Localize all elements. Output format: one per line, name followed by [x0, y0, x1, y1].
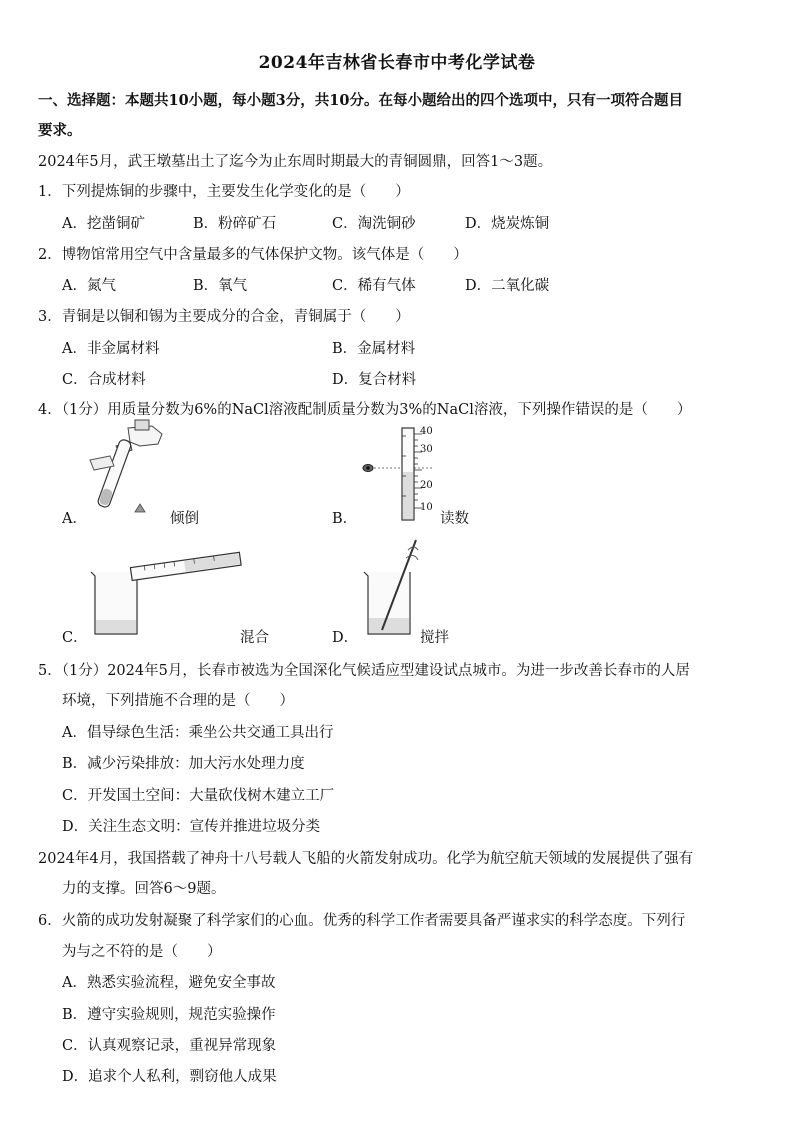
question-2-option-c: C．稀有气体	[332, 278, 416, 294]
question-2-option-d: D．二氧化碳	[465, 278, 550, 294]
question-1-option-a: A．挖凿铜矿	[62, 216, 145, 232]
question-1-option-d: D．烧炭炼铜	[465, 216, 550, 232]
question-6-option-a: A．熟悉实验流程，避免安全事故	[62, 975, 276, 991]
figure-b-letter: B．	[332, 511, 358, 527]
question-5-option-d: D．关注生态文明：宣传并推进垃圾分类	[62, 819, 321, 835]
figure-d-caption: 搅拌	[420, 630, 449, 646]
figure-d-letter: D．	[332, 630, 359, 646]
figure-c-letter: C．	[62, 630, 88, 646]
question-3-stem: 3．青铜是以铜和锡为主要成分的合金，青铜属于（ ）	[38, 309, 410, 325]
context-paragraph-2-line2: 力的支撑。回答6～9题。	[62, 881, 226, 897]
cylinder-tick-20: 20	[420, 480, 433, 491]
question-3-option-d: D．复合材料	[332, 372, 417, 388]
context-paragraph-1: 2024年5月，武王墩墓出土了迄今为止东周时期最大的青铜圆鼎，回答1～3题。	[38, 154, 553, 170]
figure-a-pouring-illustration	[80, 420, 180, 520]
context-paragraph-2-line1: 2024年4月，我国搭载了神舟十八号载人飞船的火箭发射成功。化学为航空航天领域的发展提供了强有	[38, 851, 694, 867]
question-5-stem-line2: 环境，下列措施不合理的是（ ）	[62, 693, 294, 709]
question-2-stem: 2．博物馆常用空气中含量最多的气体保护文物。该气体是（ ）	[38, 247, 468, 263]
figure-a-letter: A．	[62, 511, 87, 527]
exam-title: 2024年吉林省长春市中考化学试卷	[258, 53, 536, 73]
cylinder-tick-40: 40	[420, 426, 433, 437]
question-5-stem-line1: 5．（1分）2024年5月，长春市被选为全国深化气候适应型建设试点城市。为进一步改善长春市的人居	[38, 663, 690, 679]
question-5-option-a: A．倡导绿色生活：乘坐公共交通工具出行	[62, 725, 334, 741]
section-heading-line2: 要求。	[38, 122, 82, 139]
question-5-option-c: C．开发国土空间：大量砍伐树木建立工厂	[62, 788, 335, 804]
question-3-option-c: C．合成材料	[62, 372, 146, 388]
question-6-stem-line2: 为与之不符的是（ ）	[62, 944, 222, 960]
question-3-option-b: B．金属材料	[332, 341, 416, 357]
question-6-option-d: D．追求个人私利，剽窃他人成果	[62, 1069, 277, 1085]
figure-c-caption: 混合	[240, 630, 269, 646]
question-2-option-b: B．氧气	[193, 278, 248, 294]
question-1-option-c: C．淘洗铜砂	[332, 216, 416, 232]
question-5-option-b: B．减少污染排放：加大污水处理力度	[62, 756, 305, 772]
question-2-option-a: A．氮气	[62, 278, 116, 294]
question-3-option-a: A．非金属材料	[62, 341, 160, 357]
question-6-stem-line1: 6．火箭的成功发射凝聚了科学家们的心血。优秀的科学工作者需要具备严谨求实的科学态度。下列行	[38, 913, 686, 929]
cylinder-tick-10: 10	[420, 502, 433, 513]
question-1-stem: 1．下列提炼铜的步骤中，主要发生化学变化的是（ ）	[38, 184, 410, 200]
question-6-option-c: C．认真观察记录，重视异常现象	[62, 1038, 277, 1054]
cylinder-tick-30: 30	[420, 444, 433, 455]
figure-d-stirring-illustration	[360, 536, 430, 640]
figure-b-caption: 读数	[440, 511, 469, 527]
figure-a-caption: 倾倒	[170, 511, 199, 527]
figure-c-mixing-illustration	[85, 548, 245, 640]
section-heading-line1: 一、选择题：本题共10小题，每小题3分，共10分。在每小题给出的四个选项中，只有一项符合题目	[38, 92, 683, 109]
question-4-stem: 4．（1分）用质量分数为6%的NaCl溶液配制质量分数为3%的NaCl溶液，下列操作错误的是（ ）	[38, 402, 692, 418]
question-6-option-b: B．遵守实验规则，规范实验操作	[62, 1007, 276, 1023]
question-1-option-b: B．粉碎矿石	[193, 216, 277, 232]
